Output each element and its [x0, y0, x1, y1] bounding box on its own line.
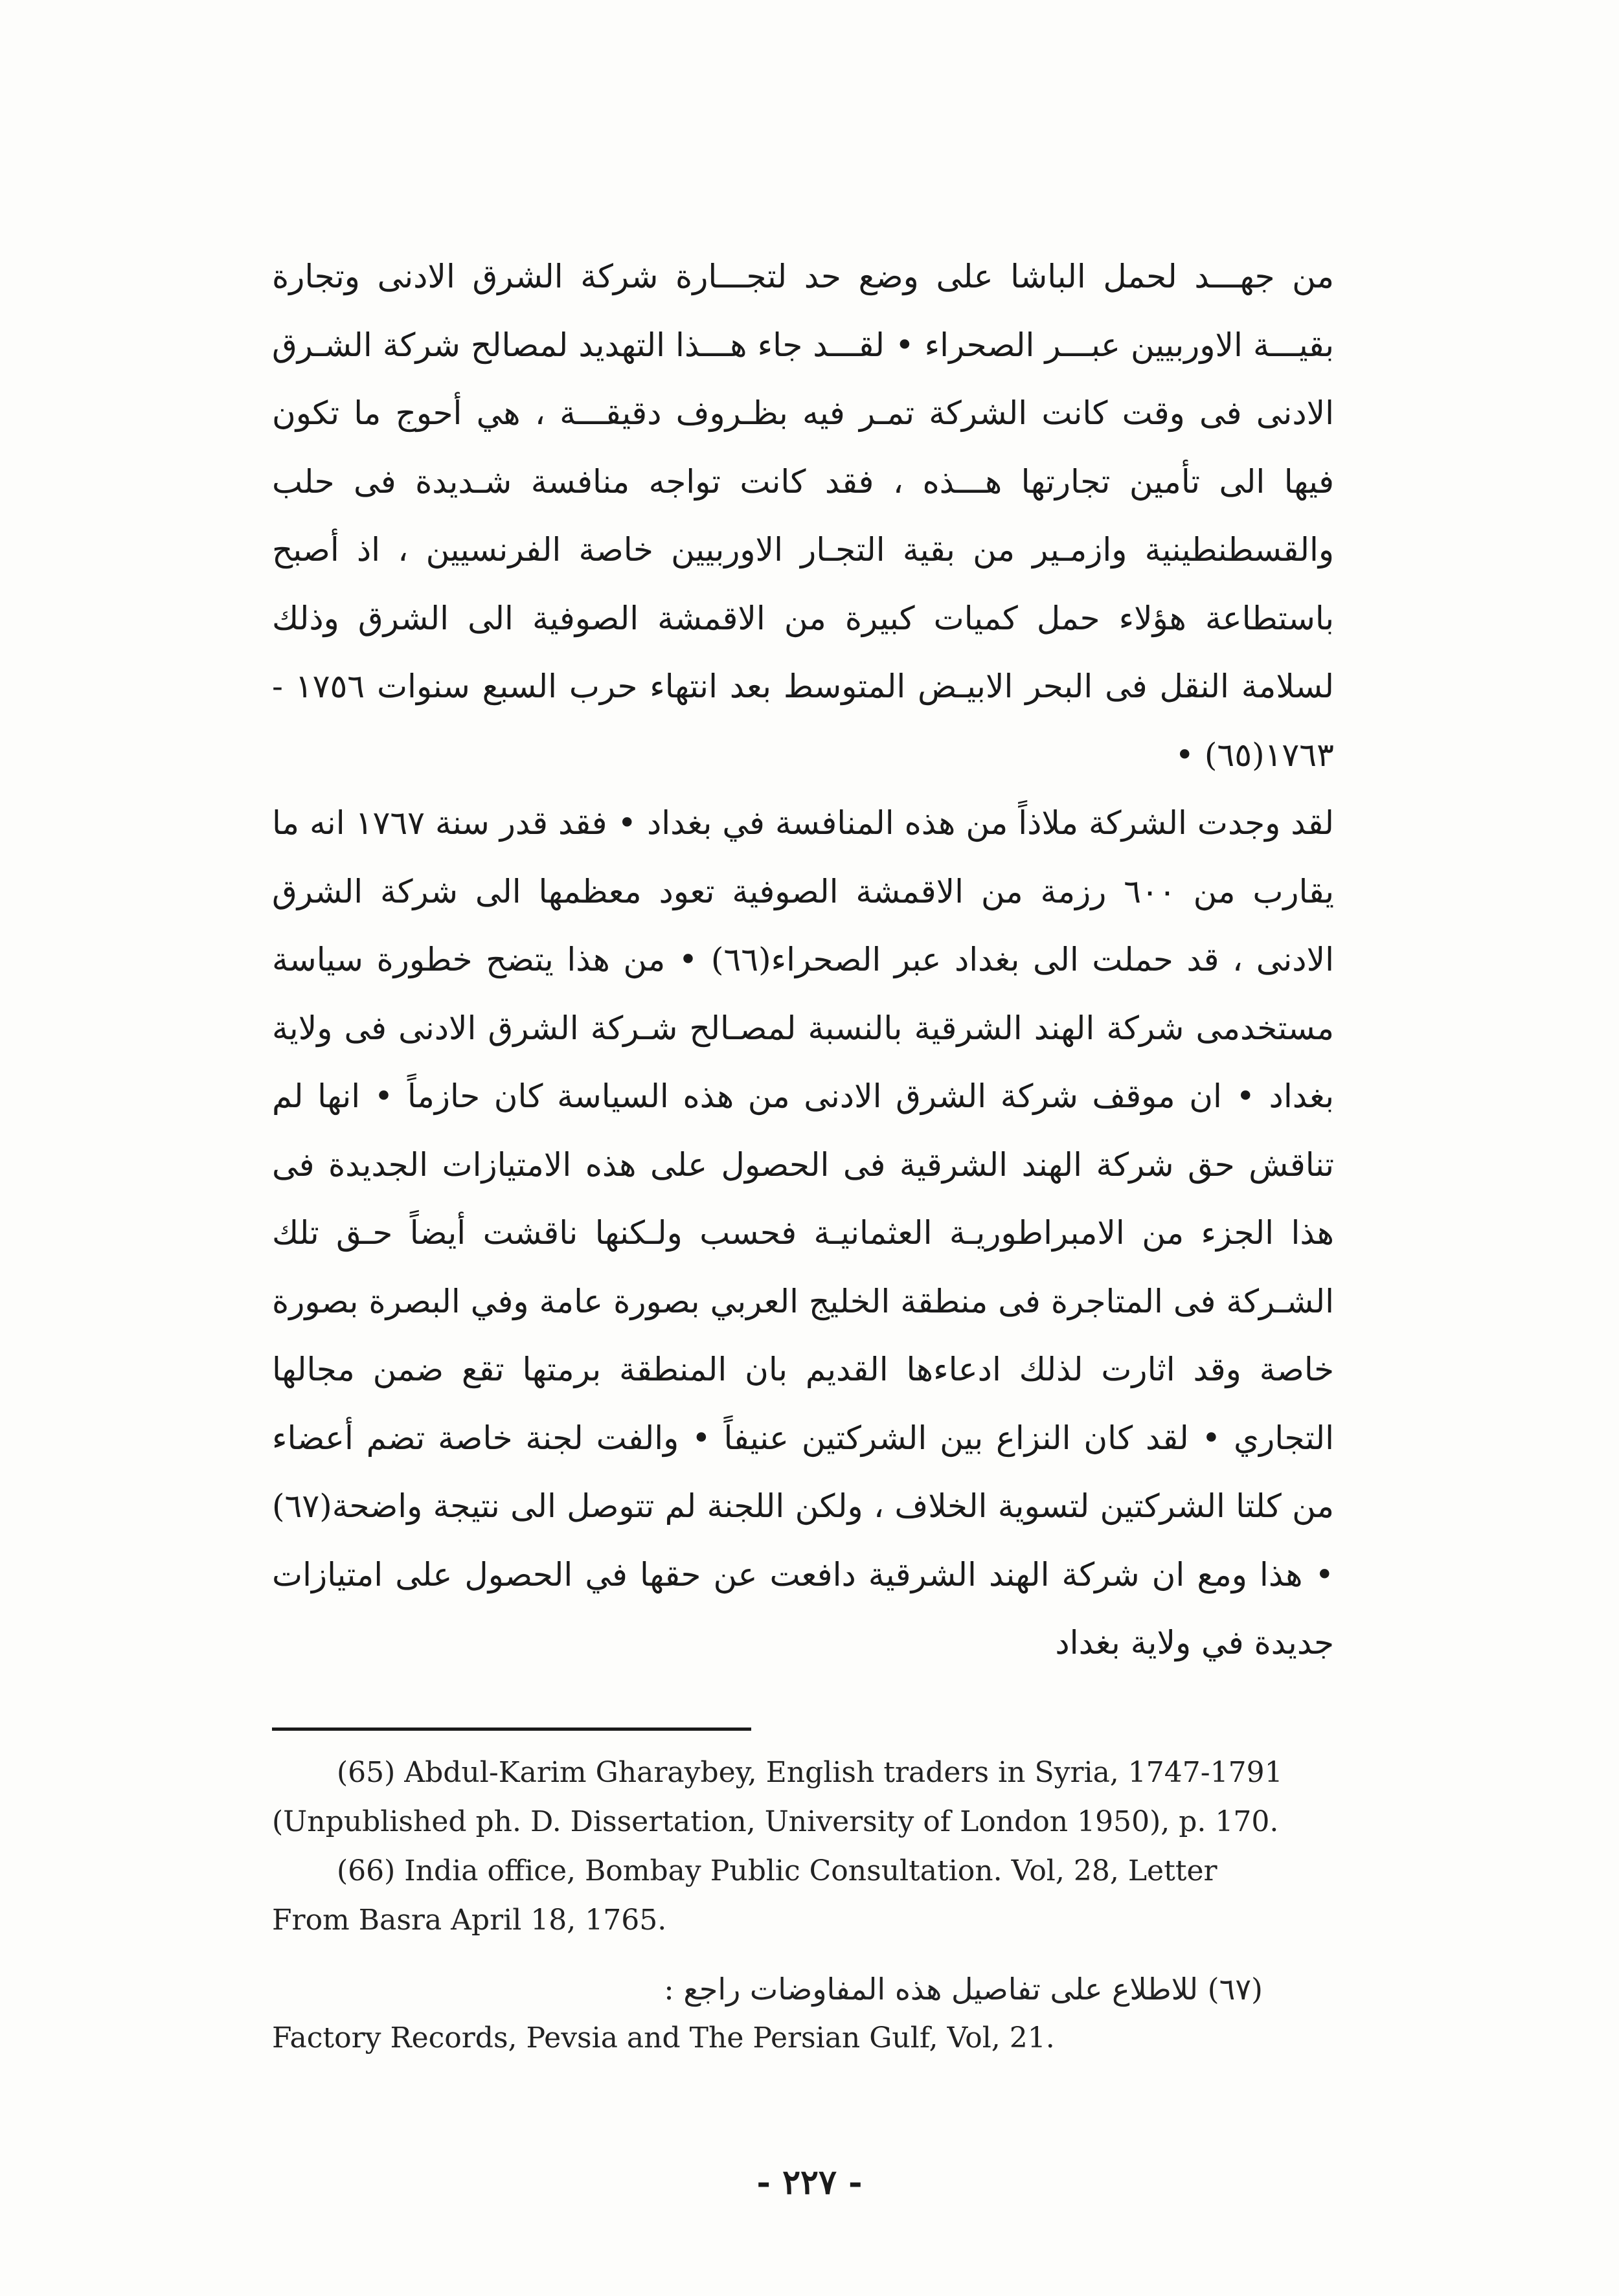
footnote-separator [272, 1728, 751, 1731]
footnote-65 [272, 1748, 1334, 1847]
paragraph-1: من جهـــد لحمل الباشا على وضع حد لتجـــارة شركة الشرق الادنى وتجارة بقيـــة الاوربيين عبـــر الصحراء • لقـــد جاء هـــذا التهديد لمصالح شركة الشـرق الادنى فى وقت كانت الشركة تمـر فيه بظـروف دقيقـــة ، هي أحوج ما تكون فيها الى تأمين تجارتها هـــذه ، فقد كانت تواجه منافسة شـديدة فى حلب والقسطنطينية وازمـير من بقية التجـار الاوربيين خاصة الفرنسيين ، اذ أصبح باستطاعة هؤلاء حمل كميات كبيرة من الاقمشة الصوفية الى الشرق وذلك لسلامة النقل فى البحر الابيـض المتوسط بعد انتهاء حرب السبع سنوات ١٧٥٦ - ١٧٦٣(٦٥) • [272, 258, 1334, 774]
footnote-65-line2: (Unpublished ph. D. Dissertation, University of London 1950), p. 170. [272, 1805, 1279, 1838]
footnotes [272, 1748, 1334, 2063]
footnote-67-line2: Factory Records, Pevsia and The Persian Gulf, Vol, 21. [272, 2021, 1055, 2054]
footnote-66-line2: From Basra April 18, 1765. [272, 1904, 667, 1937]
footnote-66-line1: (66) India office, Bombay Public Consultation. Vol, 28, Letter [337, 1854, 1217, 1887]
footnote-67-arabic: (٦٧) للاطلاع على تفاصيل هذه المفاوضات راجع : [664, 1972, 1263, 2007]
body-text [272, 243, 1334, 1678]
footnote-65-line1: (65) Abdul-Karim Gharaybey, English traders in Syria, 1747-1791 [337, 1756, 1283, 1789]
page-number: - ٢٢٧ - [756, 2163, 863, 2202]
footnote-66 [272, 1847, 1334, 1945]
paragraph-2: لقد وجدت الشركة ملاذاً من هذه المنافسة في بغداد • فقد قدر سنة ١٧٦٧ انه ما يقارب من ٦٠٠ رزمة من الاقمشة الصوفية تعود معظمها الى شركة الشرق الادنى ، قد حملت الى بغداد عبر الصحراء(٦٦) • من هذا يتضح خطورة سياسة مستخدمى شركة الهند الشرقية بالنسبة لمصـالح شـركة الشرق الادنى فى ولاية بغداد • ان موقف شركة الشرق الادنى من هذه السياسة كان حازماً • انها لم تناقش حق شركة الهند الشرقية فى الحصول على هذه الامتيازات الجديدة فى هذا الجزء من الامبراطوريـة العثمانيـة فحسب ولـكنها ناقشت أيضاً حـق تلك الشـركة فى المتاجرة فى منطقة الخليج العربي بصورة عامة وفي البصرة بصورة خاصة وقد اثارت لذلك ادعاءها القديم بان المنطقة برمتها تقع ضمن مجالها التجاري • لقد كان النزاع بين الشركتين عنيفاً • والفت لجنة خاصة تضم أعضاء من كلتا الشركتين لتسوية الخلاف ، ولكن اللجنة لم تتوصل الى نتيجة واضحة(٦٧) • هذا ومع ان شركة الهند الشرقية دافعت عن حقها في الحصول على امتيازات جديدة في ولاية بغداد [272, 804, 1335, 1661]
